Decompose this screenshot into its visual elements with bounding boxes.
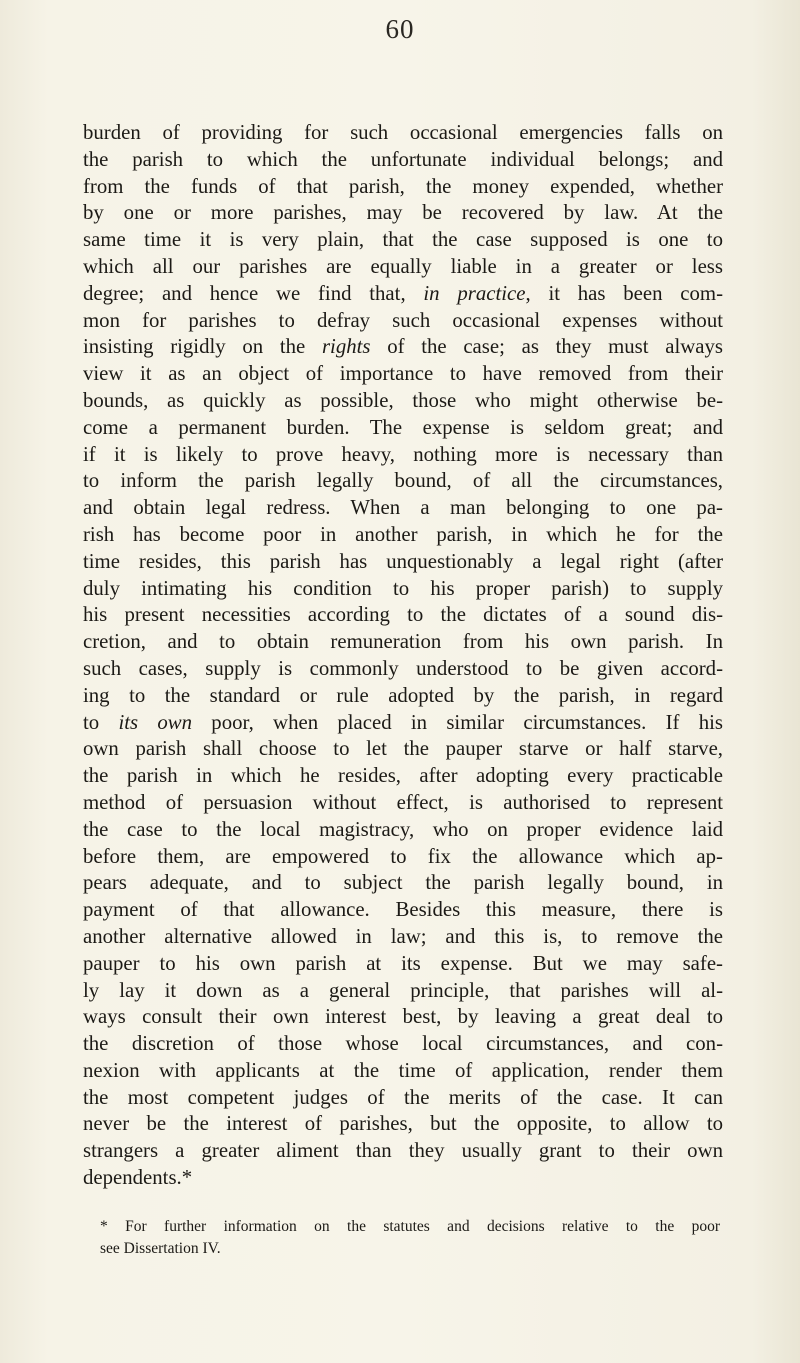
text-segment: rish has become poor in another parish, in which he for the	[83, 522, 723, 546]
text-line	[83, 844, 723, 871]
text-segment: which all our parishes are equally liable in a greater or less	[83, 254, 723, 278]
text-line	[83, 683, 723, 710]
text-line	[83, 897, 723, 924]
text-segment: insisting rigidly on the	[83, 335, 322, 359]
text-line	[83, 1111, 723, 1138]
text-segment: same time it is very plain, that the case supposed is one to	[83, 228, 723, 252]
text-segment: pears adequate, and to subject the parish legally bound, in	[83, 871, 723, 895]
text-line	[83, 174, 723, 201]
text-line	[83, 281, 723, 308]
text-line	[83, 227, 723, 254]
text-line	[83, 817, 723, 844]
text-line	[83, 120, 723, 147]
text-segment: duly intimating his condition to his proper parish) to supply	[83, 576, 723, 600]
text-line	[83, 334, 723, 361]
text-line	[83, 388, 723, 415]
text-segment: nexion with applicants at the time of application, render them	[83, 1058, 723, 1082]
text-segment: ing to the standard or rule adopted by the parish, in regard	[83, 683, 723, 707]
text-line	[83, 495, 723, 522]
text-line	[83, 1031, 723, 1058]
italic-text-segment: its own	[118, 710, 193, 734]
text-segment: own parish shall choose to let the pauper starve or half starve,	[83, 737, 723, 761]
text-line	[83, 736, 723, 763]
text-segment: pauper to his own parish at its expense. But we may safe-	[83, 951, 723, 975]
text-line	[83, 924, 723, 951]
text-segment: mon for parishes to defray such occasional expenses without	[83, 308, 723, 332]
text-segment: never be the interest of parishes, but the opposite, to allow to	[83, 1112, 723, 1136]
text-segment: poor, when placed in similar circumstances. If his	[192, 710, 723, 734]
text-segment: ways consult their own interest best, by leaving a great deal to	[83, 1005, 723, 1029]
text-segment: another alternative allowed in law; and this is, to remove the	[83, 924, 723, 948]
text-line	[83, 1138, 723, 1165]
text-line	[83, 576, 723, 603]
text-segment: the parish in which he resides, after adopting every practicable	[83, 764, 723, 788]
page-number: 60	[385, 14, 415, 44]
footnote-line: * For further information on the statutes and decisions relative to the poor	[100, 1218, 720, 1235]
italic-text-segment: rights	[321, 335, 371, 359]
text-line	[83, 361, 723, 388]
text-line	[83, 656, 723, 683]
text-segment: to inform the parish legally bound, of all the circumstances,	[83, 469, 723, 493]
text-line	[83, 602, 723, 629]
text-segment: before them, are empowered to fix the allowance which ap-	[83, 844, 723, 868]
text-segment: if it is likely to prove heavy, nothing more is necessary than	[83, 442, 723, 466]
text-line	[83, 147, 723, 174]
text-segment: method of persuasion without effect, is authorised to represent	[83, 790, 723, 814]
text-segment: from the funds of that parish, the money expended, whether	[83, 174, 723, 198]
text-line	[83, 1165, 723, 1192]
text-segment: burden of providing for such occasional emergencies falls on	[83, 121, 723, 144]
text-segment: the most competent judges of the merits of the case. It can	[83, 1085, 723, 1109]
text-segment: the parish to which the unfortunate individual belongs; and	[83, 147, 723, 171]
text-line	[83, 549, 723, 576]
footnote	[100, 1216, 720, 1260]
text-segment: payment of that allowance. Besides this measure, there is	[83, 898, 723, 922]
text-line	[83, 468, 723, 495]
text-segment: view it as an object of importance to have removed from their	[83, 362, 723, 386]
text-line	[83, 763, 723, 790]
text-segment: time resides, this parish has unquestionably a legal right (after	[83, 549, 723, 573]
text-line	[83, 870, 723, 897]
text-line	[83, 1004, 723, 1031]
text-line	[83, 442, 723, 469]
text-line	[83, 710, 723, 737]
text-line	[83, 415, 723, 442]
text-segment: bounds, as quickly as possible, those who might otherwise be-	[83, 388, 723, 412]
text-segment: such cases, supply is commonly understood to be given accord-	[83, 656, 723, 680]
italic-text-segment: in practice	[423, 281, 526, 305]
text-segment: strangers a greater aliment than they usually grant to their own	[83, 1139, 723, 1163]
text-line	[83, 200, 723, 227]
text-segment: to	[83, 710, 119, 734]
text-line	[83, 1058, 723, 1085]
text-segment: ly lay it down as a general principle, that parishes will al-	[83, 978, 723, 1002]
text-segment: by one or more parishes, may be recovered by law. At the	[83, 201, 723, 225]
text-line	[83, 1085, 723, 1112]
text-segment: of the case; as they must always	[370, 335, 724, 359]
text-segment: the case to the local magistracy, who on proper evidence laid	[83, 817, 723, 841]
text-segment: , it has been com-	[525, 281, 723, 305]
text-segment: come a permanent burden. The expense is seldom great; and	[83, 415, 723, 439]
text-segment: degree; and hence we find that,	[83, 281, 424, 305]
text-segment: the discretion of those whose local circumstances, and con-	[83, 1032, 723, 1056]
text-line	[83, 629, 723, 656]
text-line	[83, 978, 723, 1005]
text-segment: and obtain legal redress. When a man belonging to one pa-	[83, 496, 723, 520]
text-segment: cretion, and to obtain remuneration from his own parish. In	[83, 630, 723, 654]
footnote-line: see Dissertation IV.	[100, 1240, 221, 1257]
text-line	[83, 308, 723, 335]
text-line	[83, 790, 723, 817]
text-line	[83, 951, 723, 978]
text-segment: his present necessities according to the dictates of a sound dis-	[83, 603, 723, 627]
text-line	[83, 254, 723, 281]
text-segment: dependents.*	[83, 1166, 193, 1190]
body-text	[83, 120, 723, 1192]
text-line	[83, 522, 723, 549]
